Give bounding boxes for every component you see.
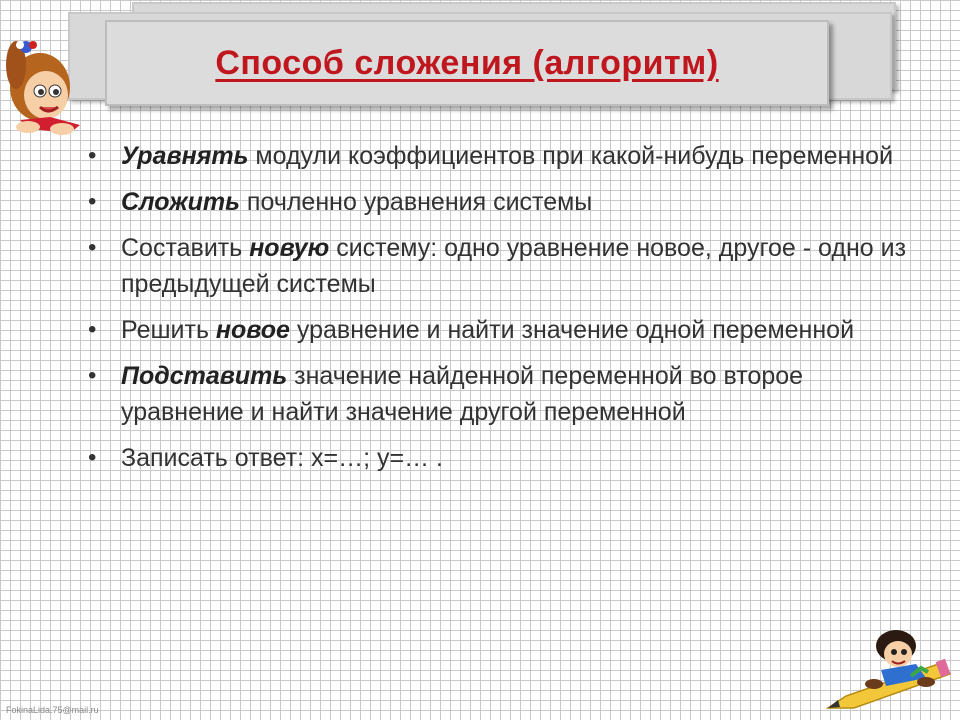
list-item bbox=[88, 440, 908, 476]
list-item-emphasis: Сложить bbox=[121, 188, 240, 216]
title-card bbox=[105, 20, 829, 106]
list-item bbox=[88, 358, 908, 430]
list-item-emphasis: Уравнять bbox=[121, 142, 249, 170]
cartoon-boy-pencil-image bbox=[826, 612, 956, 712]
author-footer: FokinaLida.75@mail.ru bbox=[6, 705, 99, 715]
list-item-emphasis: новую bbox=[249, 234, 330, 262]
algorithm-list bbox=[88, 138, 908, 486]
list-item-text: модули коэффициентов при какой-нибудь переменной bbox=[248, 142, 894, 170]
list-item bbox=[88, 184, 908, 220]
list-item-text: Записать ответ: х=…; у=… . bbox=[121, 444, 443, 472]
list-item-text: Составить bbox=[121, 234, 250, 262]
cartoon-girl-image bbox=[0, 25, 100, 155]
list-item bbox=[88, 138, 908, 174]
list-item-text: систему: одно уравнение новое, другое - одно из предыдущей системы bbox=[121, 234, 907, 298]
list-item-text: Решить bbox=[121, 316, 216, 344]
list-item-text: уравнение и найти значение одной переменной bbox=[289, 316, 855, 344]
list-item-text: почленно уравнения системы bbox=[239, 188, 593, 216]
list-item-text: значение найденной переменной во второе уравнение и найти значение другой переменной bbox=[121, 362, 804, 426]
list-item bbox=[88, 230, 908, 302]
list-item bbox=[88, 312, 908, 348]
slide-title: Способ сложения (алгоритм) bbox=[215, 43, 719, 82]
list-item-emphasis: новое bbox=[215, 316, 290, 344]
list-item-emphasis: Подставить bbox=[121, 362, 288, 390]
